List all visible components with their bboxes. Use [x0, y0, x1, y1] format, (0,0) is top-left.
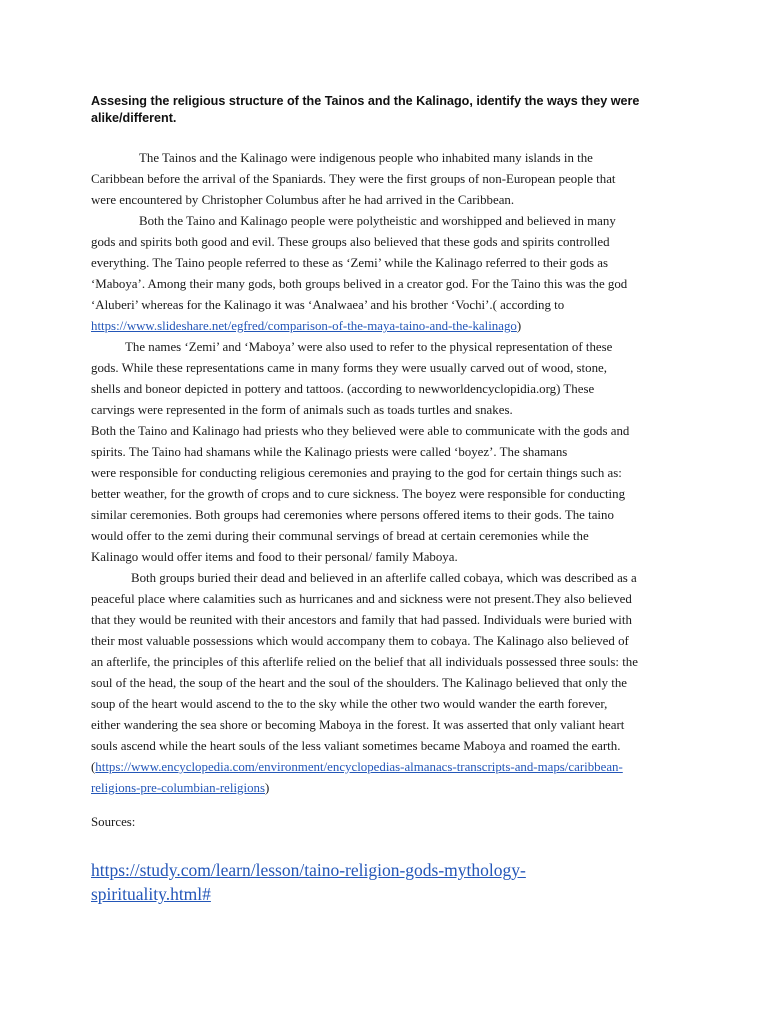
body-line: Kalinago would offer items and food to their personal/ family Maboya. — [91, 550, 458, 564]
encyclopedia-link[interactable]: https://www.encyclopedia.com/environment/encyclopedias-almanacs-transcripts-and-maps/caribbean- — [95, 760, 623, 774]
encyclopedia-link-continued[interactable]: religions-pre-columbian-religions — [91, 781, 265, 795]
body-line: an afterlife, the principles of this afterlife relied on the belief that all individuals possessed three souls: the — [91, 655, 638, 669]
slideshare-link[interactable]: https://www.slideshare.net/egfred/comparison-of-the-maya-taino-and-the-kalinago — [91, 319, 517, 333]
body-line: would offer to the zemi during their communal servings of bread at certain ceremonies while the — [91, 529, 589, 543]
body-line: ‘Aluberi’ whereas for the Kalinago it was ‘Analwaea’ and his brother ‘Vochi’.( according to — [91, 298, 565, 312]
citation-close: ) — [264, 781, 270, 795]
body-line: Both the Taino and Kalinago had priests who they believed were able to communicate with the gods and — [91, 424, 630, 438]
body-line: that they would be reunited with their ancestors and family that had passed. Individuals were buried with — [91, 613, 632, 627]
body-line: souls ascend while the heart souls of the less valiant sometimes became Maboya and roamed the earth. — [91, 739, 621, 753]
citation-line — [91, 757, 623, 778]
body-line: either wandering the sea shore or becoming Maboya in the forest. It was asserted that only valiant heart — [91, 718, 625, 732]
citation-line — [91, 778, 269, 799]
body-line: Both groups buried their dead and believed in an afterlife called cobaya, which was described as a — [131, 571, 637, 585]
document-title: Assesing the religious structure of the Tainos and the Kalinago, identify the ways they were alike/different. — [91, 94, 640, 125]
body-line: peaceful place where calamities such as hurricanes and and sickness were not present.They also believed — [91, 592, 632, 606]
citation-close: ) — [516, 319, 522, 333]
body-line: were responsible for conducting religious ceremonies and praying to the god for certain things such as: — [91, 466, 622, 480]
study-link-continued[interactable]: spirituality.html# — [91, 884, 211, 904]
body-line: ‘Maboya’. Among their many gods, both groups belived in a creator god. For the Taino this was the god — [91, 277, 628, 291]
body-line: gods and spirits both good and evil. These groups also believed that these gods and spirits controlled — [91, 235, 610, 249]
body-line: everything. The Taino people referred to these as ‘Zemi’ while the Kalinago referred to their gods as — [91, 256, 609, 270]
body-line: similar ceremonies. Both groups had ceremonies where persons offered items to their gods. The taino — [91, 508, 614, 522]
citation-open: ( — [91, 760, 96, 774]
body-line: their most valuable possessions which would accompany them to cobaya. The Kalinago also believed of — [91, 634, 629, 648]
body-line: soul of the head, the soup of the heart and the soul of the shoulders. The Kalinago believed that only the — [91, 676, 628, 690]
citation-line — [91, 316, 521, 337]
sources-label: Sources: — [91, 815, 136, 829]
body-line: spirits. The Taino had shamans while the Kalinago priests were called ‘boyez’. The shamans — [91, 445, 568, 459]
body-line: better weather, for the growth of crops and to cure sickness. The boyez were responsible for conducting — [91, 487, 626, 501]
body-line: gods. While these representations came in many forms they were usually carved out of wood, stone, — [91, 361, 607, 375]
study-link[interactable]: https://study.com/learn/lesson/taino-religion-gods-mythology- — [91, 860, 526, 880]
body-line: were encountered by Christopher Columbus after he had arrived in the Caribbean. — [91, 193, 515, 207]
body-line: The Tainos and the Kalinago were indigenous people who inhabited many islands in the — [139, 151, 593, 165]
body-line: carvings were represented in the form of animals such as toads turtles and snakes. — [91, 403, 513, 417]
body-line: The names ‘Zemi’ and ‘Maboya’ were also used to refer to the physical representation of these — [125, 340, 613, 354]
body-line: shells and boneor depicted in pottery and tattoos. (according to newworldencyclopidia.org) These — [91, 382, 595, 396]
body-line: soup of the heart would ascend to the to the sky while the other two would wander the earth forever, — [91, 697, 608, 711]
body-line: Caribbean before the arrival of the Spaniards. They were the first groups of non-European people that — [91, 172, 616, 186]
body-line: Both the Taino and Kalinago people were polytheistic and worshipped and believed in many — [139, 214, 616, 228]
